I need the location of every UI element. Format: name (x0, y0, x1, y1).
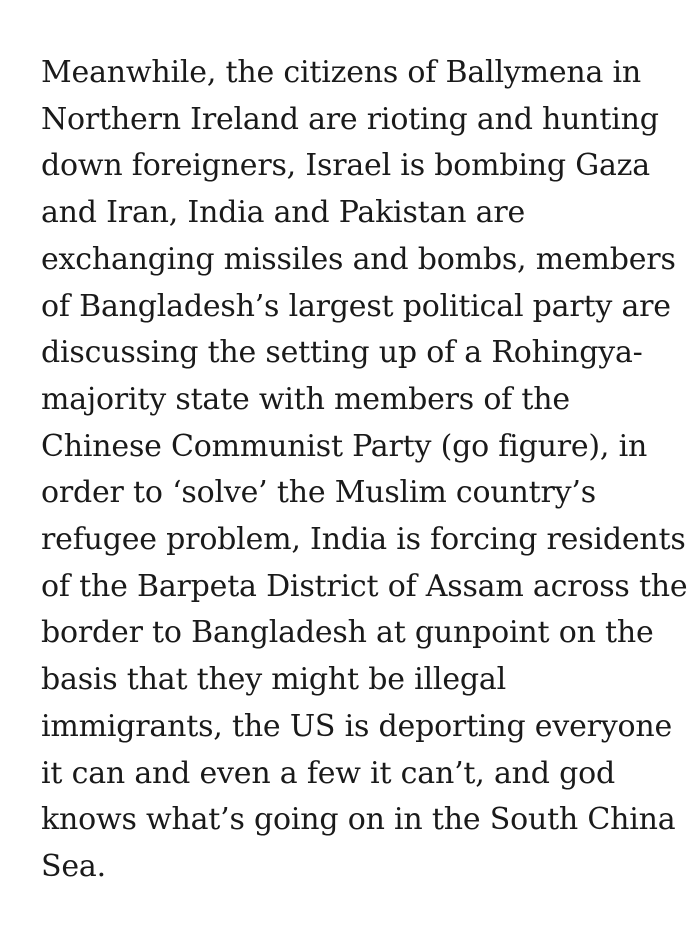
paragraph-line-13: border to Bangladesh at gunpoint on the (41, 615, 654, 651)
paragraph-line-14: basis that they might be illegal (41, 662, 506, 698)
paragraph-line-16: it can and even a few it can’t, and god (41, 755, 615, 791)
paragraph-line-6: of Bangladesh’s largest political party are (41, 288, 671, 324)
paragraph-line-1: Meanwhile, the citizens of Ballymena in (41, 55, 642, 90)
paragraph-line-18: Sea. (41, 848, 106, 884)
paragraph-line-8: majority state with members of the (41, 381, 570, 417)
paragraph-line-11: refugee problem, India is forcing residents (41, 522, 686, 558)
paragraph-line-7: discussing the setting up of a Rohingya- (41, 335, 643, 371)
paragraph-line-9: Chinese Communist Party (go figure), in (41, 428, 648, 464)
paragraph-line-12: of the Barpeta District of Assam across the (41, 568, 688, 604)
paragraph-line-3: down foreigners, Israel is bombing Gaza (41, 148, 650, 184)
paragraph-line-10: order to ‘solve’ the Muslim country’s (41, 475, 596, 511)
paragraph-line-4: and Iran, India and Pakistan are (41, 195, 526, 231)
article-paragraph (41, 50, 688, 891)
paragraph-line-15: immigrants, the US is deporting everyone (41, 708, 673, 744)
paragraph-line-2: Northern Ireland are rioting and hunting (41, 101, 659, 137)
paragraph-line-17: knows what’s going on in the South China (41, 802, 676, 838)
paragraph-line-5: exchanging missiles and bombs, members (41, 241, 676, 277)
